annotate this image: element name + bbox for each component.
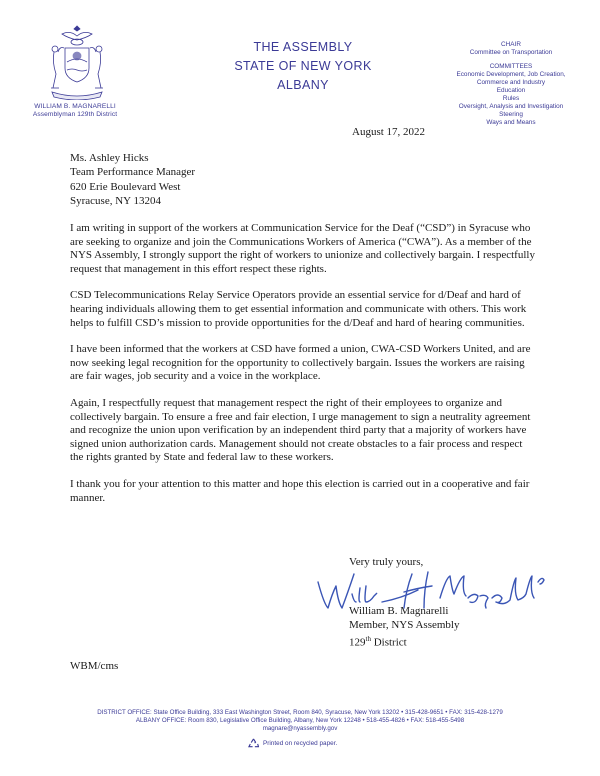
signer-title: Member, NYS Assembly bbox=[349, 618, 460, 631]
assembly-line-1: THE ASSEMBLY bbox=[253, 40, 353, 54]
member-name-block bbox=[20, 103, 130, 119]
body-paragraph: I am writing in support of the workers at Communication Service for the Deaf (“CSD”) in Syracuse who are seeking to organize and join the Communications Workers of America (“CWA”). As a member of the NYS Assembly, I strongly support the right of workers to unionize and collectively bargain. I respectfully request that management in this effort respect these rights. bbox=[70, 222, 535, 275]
recipient-address bbox=[70, 151, 195, 209]
assembly-line-3: ALBANY bbox=[277, 78, 329, 92]
recycled-text: Printed on recycled paper. bbox=[263, 740, 338, 747]
committee-item: Education bbox=[496, 87, 526, 94]
committee-item: Oversight, Analysis and Investigation bbox=[458, 103, 564, 110]
contact-email: magnare@nyassembly.gov bbox=[262, 725, 338, 732]
letter-date: August 17, 2022 bbox=[352, 126, 426, 138]
committees-heading: COMMITTEES bbox=[489, 63, 533, 70]
letter-body bbox=[70, 222, 538, 518]
recipient-street: 620 Erie Boulevard West bbox=[70, 180, 181, 193]
committee-item: Economic Development, Job Creation, bbox=[456, 71, 566, 78]
albany-office: ALBANY OFFICE: Room 830, Legislative Office Building, Albany, New York 12248 • 518-455-4826 • FAX: 518-455-5498 bbox=[135, 717, 465, 724]
committee-item: Commerce and Industry bbox=[476, 79, 546, 86]
committee-item: Ways and Means bbox=[486, 119, 536, 126]
chair-committee: Committee on Transportation bbox=[469, 49, 553, 56]
recycle-icon bbox=[248, 738, 259, 749]
recipient-name: Ms. Ashley Hicks bbox=[70, 152, 149, 164]
body-paragraph: CSD Telecommunications Relay Service Operators provide an essential service for d/Deaf and hard of hearing individuals allowing them to get essential information and communicate with others. This work helps to fulfill CSD’s mission to provide opportunities for the d/Deaf and hard of hearing communities. bbox=[70, 289, 527, 329]
signature-block bbox=[349, 605, 459, 650]
signer-district: 129th District bbox=[349, 634, 407, 649]
recipient-city: Syracuse, NY 13204 bbox=[70, 195, 161, 208]
member-name: WILLIAM B. MAGNARELLI bbox=[34, 103, 116, 110]
chair-heading: CHAIR bbox=[501, 41, 521, 48]
assembly-header bbox=[208, 38, 398, 95]
body-paragraph: I have been informed that the workers at CSD have formed a union, CWA-CSD Workers United, and are now seeking legal recognition for the opportunity to collectively bargain. Issues the workers are raising are fair wages, job security and a voice in the workplace. bbox=[70, 343, 531, 383]
recycled-note bbox=[248, 738, 337, 749]
committee-item: Steering bbox=[499, 111, 523, 118]
nys-seal-logo bbox=[40, 22, 114, 100]
typist-initials: WBM/cms bbox=[70, 660, 119, 672]
signer-name: William B. Magnarelli bbox=[349, 605, 449, 617]
body-paragraph: Again, I respectfully request that management respect the right of their employees to organize and collectively bargain. To ensure a free and fair election, I urge management to sign a neutrality agreement and recognize the union upon verification by an independent third party that a majority of workers have signed union authorization cards. Management should not create obstacles to a fair process and respect the rights granted by State and federal law to these workers. bbox=[70, 396, 531, 464]
body-paragraph: I thank you for your attention to this matter and hope this election is carried out in a cooperative and fair manner. bbox=[70, 477, 530, 504]
recipient-title: Team Performance Manager bbox=[70, 166, 196, 179]
district-office: DISTRICT OFFICE: State Office Building, 333 East Washington Street, Room 840, Syracuse, New York 13202 • 315-428-9651 • FAX: 315-428-1279 bbox=[97, 709, 503, 716]
footer-offices bbox=[40, 709, 560, 733]
member-title: Assemblyman 129th District bbox=[32, 111, 118, 118]
assembly-line-2: STATE OF NEW YORK bbox=[234, 59, 372, 73]
committees-block bbox=[436, 41, 586, 127]
committee-item: Rules bbox=[502, 95, 520, 102]
closing-line: Very truly yours, bbox=[349, 556, 424, 568]
